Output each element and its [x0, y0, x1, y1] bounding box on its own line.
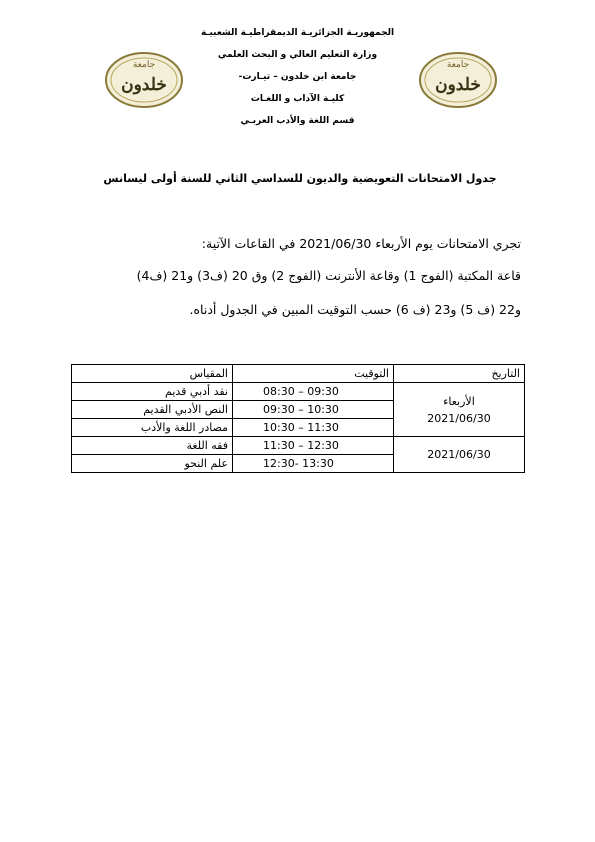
paragraph-line-1: تجري الامتحانات يوم الأربعاء 2021/06/30 في القاعات الآتية:: [201, 236, 521, 251]
date-label: 2021/06/30: [427, 448, 491, 461]
exam-schedule-table: [71, 364, 525, 473]
svg-text:خلدون: خلدون: [435, 75, 481, 95]
date-cell-group-2: [394, 437, 525, 473]
day-label: الأربعاء: [443, 394, 475, 408]
time-cell: 10:30 – 11:30: [233, 419, 394, 437]
subject-cell: علم النحو: [72, 455, 233, 473]
header-line-faculty: كليـة الآداب و اللغـات: [250, 94, 345, 104]
table-row: [72, 383, 525, 401]
header-date: التاريخ: [394, 365, 525, 383]
svg-text:جامعة: جامعة: [132, 60, 156, 70]
subject-cell: النص الأدبي القديم: [72, 401, 233, 419]
subject-cell: فقه اللغة: [72, 437, 233, 455]
header-time: التوقيت: [233, 365, 394, 383]
date-label: 2021/06/30: [427, 411, 491, 425]
institution-header: [150, 22, 445, 132]
subject-cell: مصادر اللغة والأدب: [72, 419, 233, 437]
university-logo-left: [104, 50, 184, 110]
table-row: [72, 437, 525, 455]
subject-cell: نقد أدبي قديم: [72, 383, 233, 401]
header-line-republic: الجمهوريـة الجزائريـة الديمقراطيـة الشعبيـة: [200, 28, 395, 38]
time-cell: 09:30 – 10:30: [233, 401, 394, 419]
time-cell: 12:30- 13:30: [233, 455, 394, 473]
time-cell: 08:30 – 09:30: [233, 383, 394, 401]
date-cell-group-1: [394, 383, 525, 437]
header-subject: المقياس: [72, 365, 233, 383]
paragraph-line-3: و22 (ف 5) و23 (ف 6) حسب التوقيت المبين في الجدول أدناه.: [189, 302, 521, 317]
svg-text:جامعة: جامعة: [446, 60, 470, 70]
header-line-university: جامعة ابن خلدون – تيـارت-: [238, 72, 357, 82]
header-line-department: قسم اللغة والأدب العربـي: [240, 116, 355, 126]
header-line-ministry: وزارة التعليم العالي و البحث العلمي: [217, 50, 378, 60]
paragraph-line-2: قاعة المكتبة (الفوج 1) وقاعة الأنترنت (الفوج 2) وق 20 (ف3) و21 (ف4): [136, 268, 521, 283]
svg-text:خلدون: خلدون: [121, 75, 167, 95]
time-cell: 11:30 – 12:30: [233, 437, 394, 455]
university-logo-right: [418, 50, 498, 110]
document-title: جدول الامتحانات التعويضية والديون للسداسي الثاني للسنة أولى ليسانس: [103, 172, 497, 185]
table-header-row: [72, 365, 525, 383]
